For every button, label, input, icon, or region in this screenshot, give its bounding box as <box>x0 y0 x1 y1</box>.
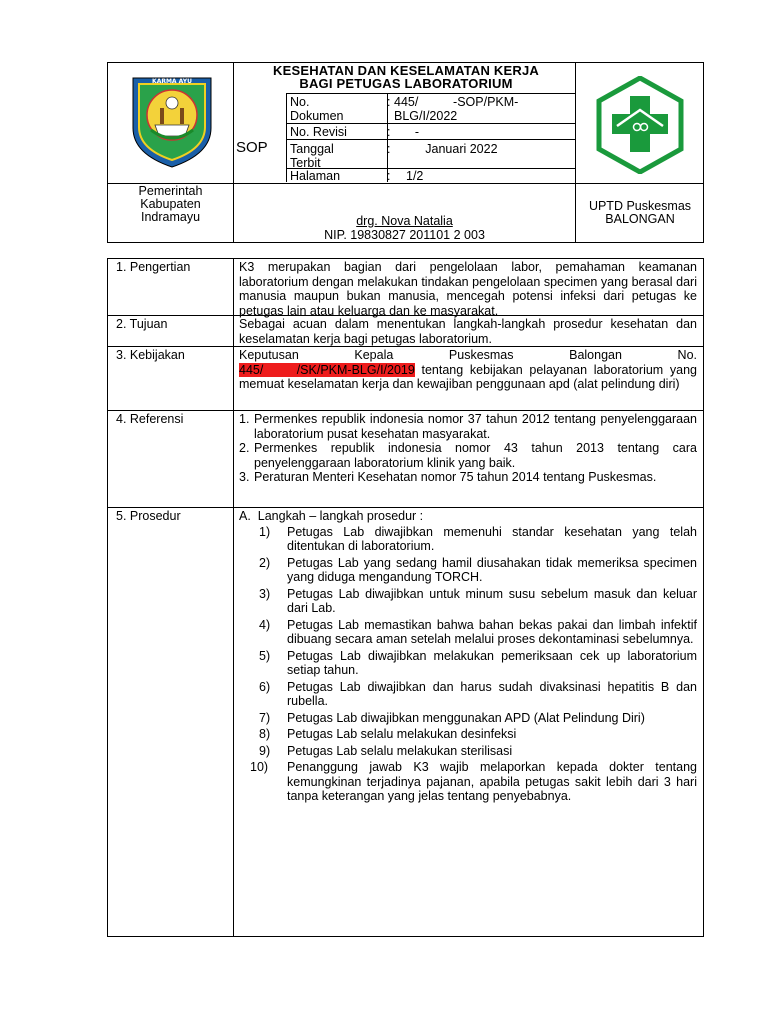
divider <box>108 507 703 508</box>
signature-block <box>234 215 575 242</box>
right-organization: UPTD Puskesmas BALONGAN <box>588 199 692 226</box>
field-label-tanggal-terbit: Tanggal Terbit <box>290 142 334 170</box>
svg-text:KARMA AYU: KARMA AYU <box>152 78 192 85</box>
divider <box>286 123 575 124</box>
field-sep: : <box>387 125 391 139</box>
sop-content-table <box>107 258 704 937</box>
section-label-pengertian: 1. Pengertian <box>116 260 191 274</box>
list-item: 8) Petugas Lab selalu melakukan desinfeksi <box>259 727 517 741</box>
list-item: 6) Petugas Lab diwajibkan dan harus sudah divaksinasi hepatitis B dan rubella. <box>259 679 697 708</box>
left-organization: Pemerintah Kabupaten Indramayu <box>138 184 203 224</box>
divider <box>286 139 575 140</box>
section-list-referensi <box>236 412 697 485</box>
field-value-tanggal-terbit: Januari 2022 <box>394 142 498 156</box>
highlighted-decree-number: 445/ /SK/PKM-BLG/I/2019 <box>239 362 415 377</box>
prosedur-heading: A. Langkah – langkah prosedur : <box>239 509 424 523</box>
list-item: 1. Permenkes republik indonesia nomor 37 tahun 2012 tentang penyelenggaraan laboratorium pusat kesehatan masyarakat. <box>239 412 697 441</box>
section-text-pengertian: K3 merupakan bagian dari pengelolaan labor, pemahaman keamanan laboratorium dengan melakukan tindakan pengelolaan specimen yang berasal dari manusia maupun bukan manusia, mencegah potensi infeksi dari petugas ke petugas lain atau keluarga dan ke masyarakat. <box>239 260 697 318</box>
list-item: 2) Petugas Lab yang sedang hamil diusahakan tidak memeriksa specimen yang diduga mengandung TORCH. <box>259 555 697 584</box>
divider <box>233 259 234 936</box>
section-label-prosedur: 5. Prosedur <box>116 509 181 523</box>
section-label-referensi: 4. Referensi <box>116 412 184 426</box>
sop-header-table <box>107 62 704 243</box>
field-value-no-dokumen: 445/ -SOP/PKM- BLG/I/2022 <box>394 95 519 123</box>
section-list-prosedur <box>239 509 697 806</box>
field-value-no-revisi: - <box>394 125 419 139</box>
divider <box>108 410 703 411</box>
signer-nip: NIP. 19830827 201101 2 003 <box>324 228 485 242</box>
list-item: 9) Petugas Lab selalu melakukan sterilisasi <box>259 743 513 758</box>
field-sep: : <box>387 95 391 109</box>
field-sep: : <box>387 142 391 156</box>
field-sep: : <box>387 169 391 183</box>
field-label-halaman: Halaman <box>290 169 341 183</box>
field-label-no-revisi: No. Revisi <box>290 125 347 139</box>
puskesmas-logo <box>595 76 685 179</box>
list-item: 3. Peraturan Menteri Kesehatan nomor 75 tahun 2014 tentang Puskesmas. <box>239 470 657 484</box>
list-item: 10) Penanggung jawab K3 wajib melaporkan kepada dokter tentang kemungkinan terjadinya pajanan, apabila petugas sakit lebih dari 3 hari tanpa keterangan yang jelas tentang penyebabnya. <box>250 760 697 803</box>
signer-name: drg. Nova Natalia <box>356 214 453 228</box>
list-item: 2. Permenkes republik indonesia nomor 43 tahun 2013 tentang cara penyelenggaraan laboratorium klinik yang baik. <box>239 441 697 470</box>
field-label-no-dokumen: No. Dokumen <box>290 95 344 123</box>
divider <box>286 93 575 94</box>
list-item: 5) Petugas Lab diwajibkan melakukan pemeriksaan cek up laboratorium setiap tahun. <box>259 648 697 677</box>
document-title: KESEHATAN DAN KESELAMATAN KERJA BAGI PETUGAS LABORATORIUM <box>273 63 539 91</box>
section-label-tujuan: 2. Tujuan <box>116 317 168 331</box>
section-text-kebijakan: Keputusan Kepala Puskesmas Balongan No. 445/ /SK/PKM-BLG/I/2019 tentang kebijakan pelayanan laboratorium yang memuat keselamatan kerja dan kewajiban penggunaan apd (alat pelindung diri) <box>239 348 697 391</box>
divider <box>108 346 703 347</box>
indramayu-emblem-logo <box>127 70 217 175</box>
list-item: 4) Petugas Lab memastikan bahwa bahan bekas pakai dan limbah infektif dibuang secara aman setelah melalui proses dekontaminasi sebelumnya. <box>259 617 697 646</box>
section-label-kebijakan: 3. Kebijakan <box>116 348 185 362</box>
list-item: 3) Petugas Lab diwajibkan untuk minum susu sebelum masuk dan keluar dari Lab. <box>259 586 697 615</box>
list-item: 1) Petugas Lab diwajibkan memenuhi standar kesehatan yang telah ditentukan di laboratorium. <box>259 524 697 553</box>
list-item: 7) Petugas Lab diwajibkan menggunakan APD (Alat Pelindung Diri) <box>259 710 645 725</box>
sop-label: SOP <box>236 139 268 156</box>
field-value-halaman: 1/2 <box>406 169 424 183</box>
section-text-tujuan: Sebagai acuan dalam menentukan langkah-langkah prosedur kesehatan dan keselamatan kerja bagi petugas laboratorium. <box>239 317 697 346</box>
